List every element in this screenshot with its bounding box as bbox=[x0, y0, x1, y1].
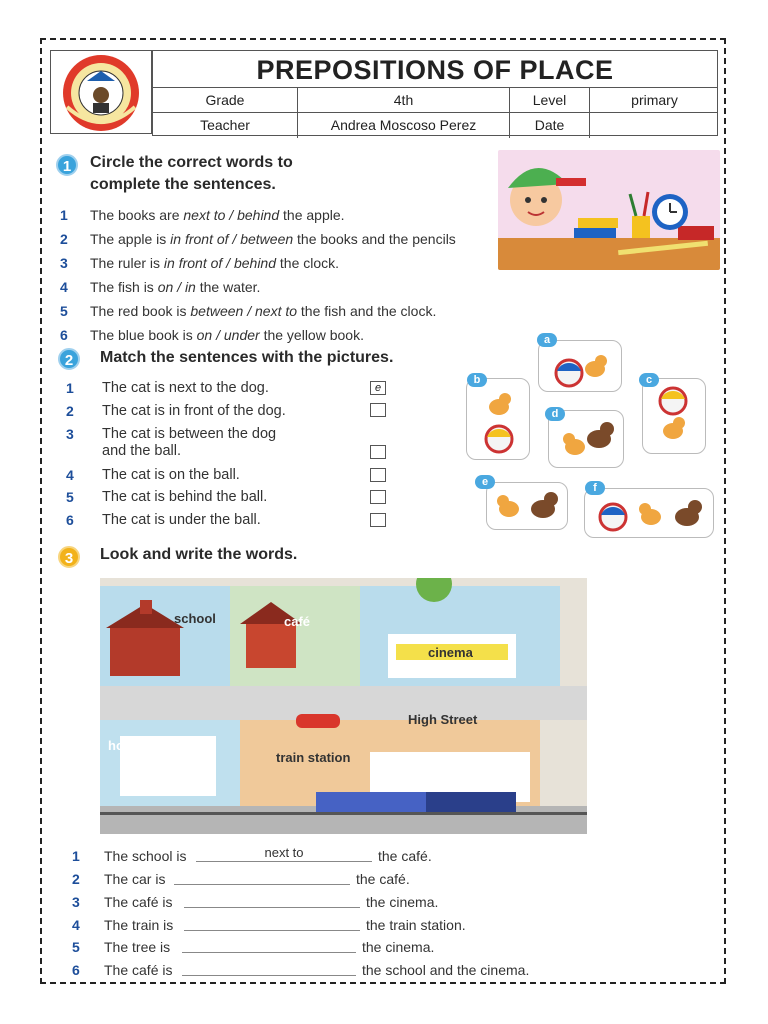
item-number: 3 bbox=[66, 426, 74, 442]
sentence-start: The café is bbox=[104, 962, 173, 978]
map-label-hospital: hospital bbox=[108, 738, 158, 753]
card-label-c: c bbox=[639, 373, 659, 387]
answer-blank[interactable] bbox=[182, 940, 356, 953]
sentence-start: The ruler is bbox=[90, 255, 164, 271]
item-number: 2 bbox=[72, 871, 80, 887]
sentence-start: The school is bbox=[104, 848, 187, 864]
picture-card-e bbox=[481, 476, 568, 530]
item-number: 1 bbox=[72, 848, 80, 864]
answer-blank[interactable] bbox=[182, 963, 356, 976]
map-label-train-station: train station bbox=[276, 750, 351, 765]
word-options[interactable]: next to / behind bbox=[183, 207, 280, 223]
grade-label: Grade bbox=[205, 92, 245, 108]
sentence-start: The train is bbox=[104, 917, 174, 933]
answer-box[interactable] bbox=[370, 445, 386, 459]
sentence-end: the school and the cinema. bbox=[362, 962, 530, 978]
picture-card-b bbox=[466, 374, 530, 460]
boy-desk-picture bbox=[498, 150, 720, 270]
school-logo bbox=[50, 50, 152, 134]
map-label-cinema: cinema bbox=[428, 645, 473, 660]
answer-blank[interactable] bbox=[184, 918, 360, 931]
word-options[interactable]: on / under bbox=[196, 327, 260, 343]
card-label-a: a bbox=[537, 333, 557, 347]
word-options[interactable]: between / next to bbox=[190, 303, 298, 319]
circle-sentence bbox=[90, 279, 260, 295]
sentence-end: the fish and the clock. bbox=[297, 303, 437, 319]
item-number: 1 bbox=[60, 207, 68, 223]
match-sentence: The cat is under the ball. bbox=[102, 512, 261, 528]
card-label-e: e bbox=[475, 475, 495, 489]
item-number: 4 bbox=[60, 279, 68, 295]
item-number: 2 bbox=[66, 403, 74, 419]
answer-box[interactable] bbox=[370, 468, 386, 482]
sentence-start: The fish is bbox=[90, 279, 158, 295]
word-options[interactable]: on / in bbox=[157, 279, 196, 295]
sentence-start: The tree is bbox=[104, 939, 171, 955]
circle-sentence bbox=[90, 327, 364, 343]
item-number: 2 bbox=[60, 231, 68, 247]
map-label-high-street: High Street bbox=[408, 712, 478, 727]
sentence-end: the train station. bbox=[366, 917, 466, 933]
header-row-grade bbox=[153, 87, 717, 113]
picture-card-d bbox=[548, 410, 624, 468]
sentence-start: The blue book is bbox=[90, 327, 197, 343]
item-number: 6 bbox=[72, 962, 80, 978]
picture-card-c bbox=[642, 374, 706, 454]
answer-blank[interactable] bbox=[184, 895, 360, 908]
answer-box[interactable] bbox=[370, 513, 386, 527]
map-label-school: school bbox=[174, 611, 216, 626]
sentence-end: the yellow book. bbox=[259, 327, 364, 343]
item-number: 5 bbox=[60, 303, 68, 319]
item-number: 4 bbox=[72, 917, 80, 933]
match-sentence: The cat is in front of the dog. bbox=[102, 403, 286, 419]
answer-blank[interactable] bbox=[174, 872, 350, 885]
sentence-end: the clock. bbox=[276, 255, 340, 271]
match-sentence: The cat is between the dog bbox=[102, 426, 277, 442]
card-label-d: d bbox=[545, 407, 565, 421]
answer-box[interactable] bbox=[370, 403, 386, 417]
teacher-label: Teacher bbox=[200, 117, 250, 133]
map-label-cafe: café bbox=[284, 614, 311, 629]
sentence-end: the apple. bbox=[279, 207, 345, 223]
teacher-value: Andrea Moscoso Perez bbox=[297, 113, 509, 138]
sentence-start: The apple is bbox=[90, 231, 171, 247]
grade-value: 4th bbox=[297, 88, 509, 113]
card-label-b: b bbox=[467, 373, 487, 387]
level-value: primary bbox=[589, 88, 719, 113]
circle-sentence bbox=[90, 207, 345, 223]
header-row-teacher bbox=[153, 112, 717, 138]
circle-sentence bbox=[90, 303, 436, 319]
match-sentence: The cat is on the ball. bbox=[102, 467, 240, 483]
item-number: 3 bbox=[72, 894, 80, 910]
circle-sentence bbox=[90, 255, 339, 271]
picture-card-f bbox=[584, 482, 714, 538]
sentence-end: the books and the pencils bbox=[293, 231, 456, 247]
sentence-start: The car is bbox=[104, 871, 166, 887]
sentence-start: The café is bbox=[104, 894, 173, 910]
answer-box[interactable] bbox=[370, 490, 386, 504]
match-sentence-continued: and the ball. bbox=[102, 443, 182, 459]
sentence-end: the water. bbox=[195, 279, 261, 295]
date-label: Date bbox=[509, 113, 589, 138]
item-number: 3 bbox=[60, 255, 68, 271]
item-number: 6 bbox=[60, 327, 68, 343]
sentence-start: The red book is bbox=[90, 303, 191, 319]
answer-blank[interactable] bbox=[196, 845, 372, 862]
town-map bbox=[100, 578, 587, 834]
section-3-number: 3 bbox=[58, 546, 80, 568]
answer-box[interactable]: e bbox=[370, 381, 386, 395]
card-label-f: f bbox=[585, 481, 605, 495]
section-2-heading: Match the sentences with the pictures. bbox=[100, 349, 394, 366]
item-number: 4 bbox=[66, 467, 74, 483]
section-1-heading-line2: complete the sentences. bbox=[90, 176, 276, 193]
page-title: PREPOSITIONS OF PLACE bbox=[256, 55, 614, 85]
sentence-end: the cinema. bbox=[362, 939, 435, 955]
header-table bbox=[152, 50, 718, 136]
sentence-start: The books are bbox=[90, 207, 184, 223]
match-sentence: The cat is next to the dog. bbox=[102, 380, 269, 396]
sentence-end: the café. bbox=[378, 848, 432, 864]
level-label: Level bbox=[509, 88, 589, 113]
circle-sentence bbox=[90, 231, 456, 247]
date-value[interactable] bbox=[589, 113, 719, 138]
section-1-heading-line1: Circle the correct words to bbox=[90, 154, 293, 171]
word-options[interactable]: in front of / behind bbox=[163, 255, 276, 271]
section-1-number: 1 bbox=[56, 154, 78, 176]
section-3-heading: Look and write the words. bbox=[100, 546, 298, 563]
match-sentence: The cat is behind the ball. bbox=[102, 489, 268, 505]
item-number: 5 bbox=[72, 939, 80, 955]
section-2-number: 2 bbox=[58, 348, 80, 370]
item-number: 6 bbox=[66, 512, 74, 528]
item-number: 5 bbox=[66, 489, 74, 505]
picture-card-a bbox=[538, 334, 622, 392]
word-options[interactable]: in front of / between bbox=[170, 231, 294, 247]
sentence-end: the café. bbox=[356, 871, 410, 887]
sentence-end: the cinema. bbox=[366, 894, 439, 910]
item-number: 1 bbox=[66, 380, 74, 396]
answer-text: next to bbox=[264, 845, 304, 860]
